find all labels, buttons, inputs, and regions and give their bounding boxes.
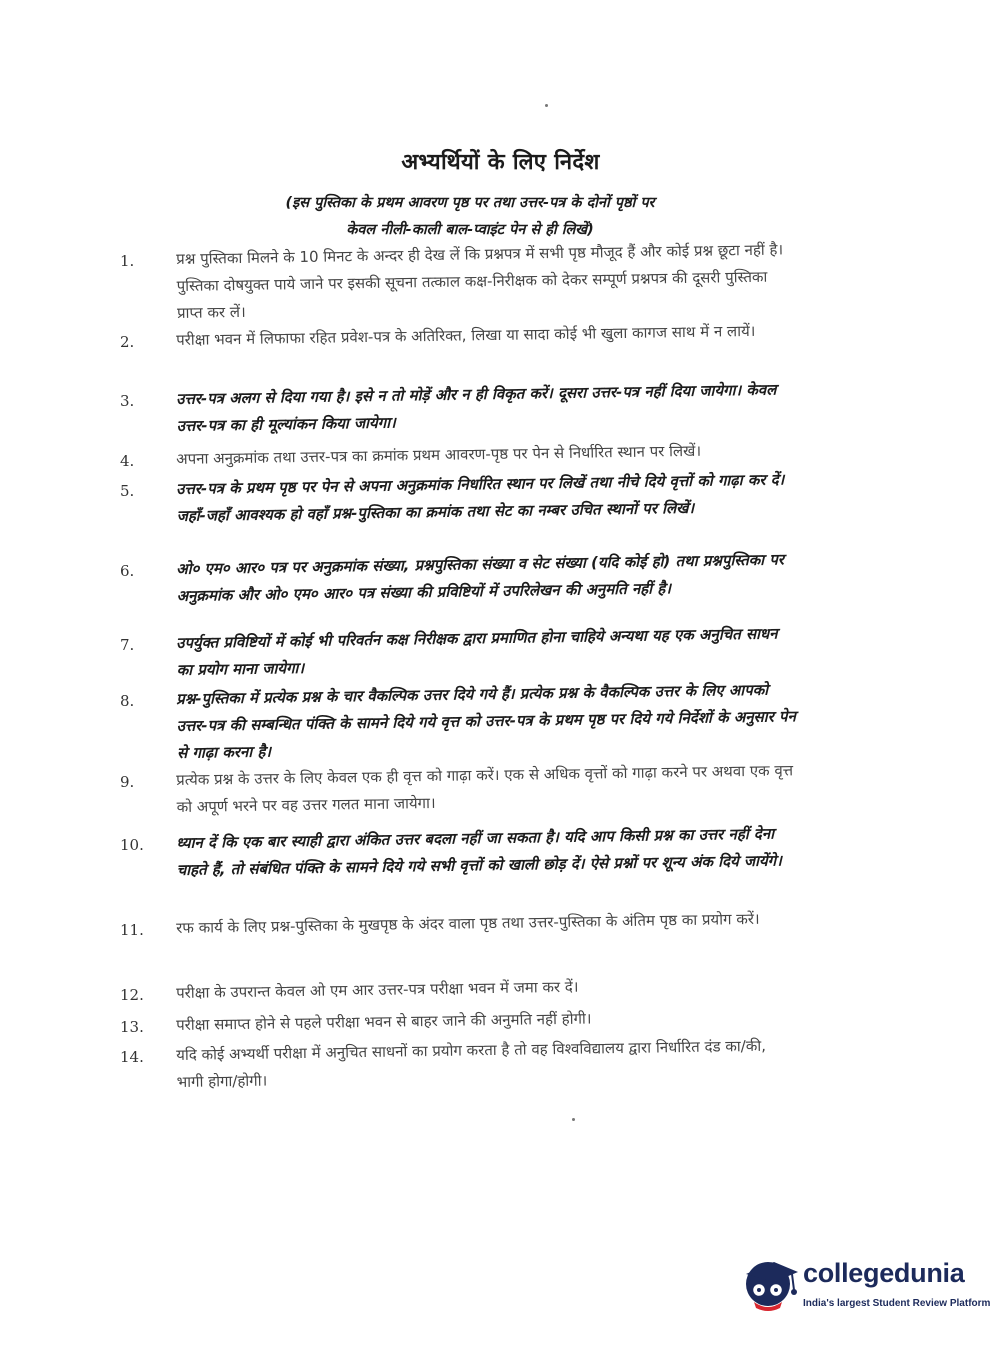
- item-number: 12.: [120, 986, 144, 1004]
- item-text: यदि कोई अभ्यर्थी परीक्षा में अनुचित साधनों का प्रयोग करता है तो वह विश्वविद्यालय द्वारा निर्धारित दंड का/की, भागी होगा/होगी।: [176, 1036, 767, 1091]
- collegedunia-watermark: [740, 1248, 991, 1318]
- item-number: 6.: [120, 562, 135, 580]
- item-text: प्रश्न पुस्तिका मिलने के 10 मिनट के अन्दर ही देख लें कि प्रश्नपत्र में सभी पृष्ठ मौजूद हैं और कोई प्रश्न छूटा नहीं है। पुस्तिका दोषयुक्त पाये जाने पर इसकी सूचना तत्काल कक्ष-निरीक्षक को देकर सम्पूर्ण प्रश्नपत्र की दूसरी पुस्तिका प्राप्त कर लें।: [176, 240, 784, 322]
- item-number: 8.: [120, 692, 135, 710]
- item-number: 5.: [120, 482, 135, 500]
- item-text: प्रश्न-पुस्तिका में प्रत्येक प्रश्न के चार वैकल्पिक उत्तर दिये गये हैं। प्रत्येक प्रश्न के वैकल्पिक उत्तर के लिए आपको उत्तर-पत्र की सम्बन्धित पंक्ति के सामने दिये गये वृत्त को उत्तर-पत्र के प्रथम पृष्ठ पर दिये गये निर्देशों के अनुसार पेन से गाढ़ा करना है।: [176, 680, 796, 762]
- item-text: उत्तर-पत्र अलग से दिया गया है। इसे न तो मोड़ें और न ही विकृत करें। दूसरा उत्तर-पत्र नहीं दिया जायेगा। केवल उत्तर-पत्र का ही मूल्यांकन किया जायेगा।: [176, 380, 777, 435]
- item-text: परीक्षा भवन में लिफाफा रहित प्रवेश-पत्र के अतिरिक्त, लिखा या सादा कोई भी खुला कागज साथ में न लायें।: [176, 321, 756, 349]
- item-text: परीक्षा के उपरान्त केवल ओ एम आर उत्तर-पत्र परीक्षा भवन में जमा कर दें।: [176, 977, 579, 1002]
- item-number: 4.: [120, 452, 135, 470]
- item-text: परीक्षा समाप्त होने से पहले परीक्षा भवन से बाहर जाने की अनुमति नहीं होगी।: [176, 1009, 592, 1034]
- item-text: उत्तर-पत्र के प्रथम पृष्ठ पर पेन से अपना अनुक्रमांक निर्धारित स्थान पर लिखें तथा नीचे दिये वृत्तों को गाढ़ा कर दें। जहाँ-जहाँ आवश्यक हो वहाँ प्रश्न-पुस्तिका का क्रमांक तथा सेट का नम्बर उचित स्थानों पर लिखें।: [176, 470, 785, 525]
- brand-tagline: India's largest Student Review Platform: [803, 1298, 991, 1309]
- item-text: ओ० एम० आर० पत्र पर अनुक्रमांक संख्या, प्रश्नपुस्तिका संख्या व सेट संख्या (यदि कोई हो) तथा प्रश्नपुस्तिका पर अनुक्रमांक और ओ० एम० आर० पत्र संख्या की प्रविष्टियों में उपरिलेखन की अनुमति नहीं है।: [176, 550, 785, 605]
- item-number: 13.: [120, 1018, 144, 1036]
- scan-speck: [545, 104, 548, 107]
- scan-speck: [572, 1118, 575, 1121]
- item-number: 3.: [120, 392, 135, 410]
- item-text: उपर्युक्त प्रविष्टियों में कोई भी परिवर्तन कक्ष निरीक्षक द्वारा प्रमाणित होना चाहिये अन्यथा यह एक अनुचित साधन का प्रयोग माना जायेगा।: [176, 624, 778, 679]
- item-number: 11.: [120, 921, 144, 939]
- item-number: 9.: [120, 773, 135, 791]
- mascot-icon: [740, 1248, 802, 1314]
- item-text: प्रत्येक प्रश्न के उत्तर के लिए केवल एक ही वृत्त को गाढ़ा करें। एक से अधिक वृत्तों को गाढ़ा करने पर अथवा एक वृत्त को अपूर्ण भरने पर वह उत्तर गलत माना जायेगा।: [176, 761, 794, 816]
- document-title: अभ्यर्थियों के लिए निर्देश: [401, 150, 600, 175]
- item-text: ध्यान दें कि एक बार स्याही द्वारा अंकित उत्तर बदला नहीं जा सकता है। यदि आप किसी प्रश्न का उत्तर नहीं देना चाहते हैं, तो संबंधित पंक्ति के सामने दिये गये सभी वृत्तों को खाली छोड़ दें। ऐसे प्रश्नों पर शून्य अंक दिये जायेंगे।: [176, 824, 782, 879]
- item-number: 7.: [120, 636, 135, 654]
- subtitle-line-2: केवल नीली-काली बाल-प्वाइंट पेन से ही लिखें): [346, 222, 594, 238]
- item-number: 10.: [120, 836, 144, 854]
- brand-name: collegedunia: [803, 1258, 965, 1288]
- subtitle-line-1: (इस पुस्तिका के प्रथम आवरण पृष्ठ पर तथा उत्तर-पत्र के दोनों पृष्ठों पर: [285, 195, 655, 211]
- item-text: रफ कार्य के लिए प्रश्न-पुस्तिका के मुखपृष्ठ के अंदर वाला पृष्ठ तथा उत्तर-पुस्तिका के अंतिम पृष्ठ का प्रयोग करें।: [176, 909, 760, 937]
- item-number: 1.: [120, 252, 135, 270]
- item-number: 14.: [120, 1048, 144, 1066]
- item-text: अपना अनुक्रमांक तथा उत्तर-पत्र का क्रमांक प्रथम आवरण-पृष्ठ पर पेन से निर्धारित स्थान पर लिखें।: [176, 441, 702, 468]
- item-number: 2.: [120, 333, 135, 351]
